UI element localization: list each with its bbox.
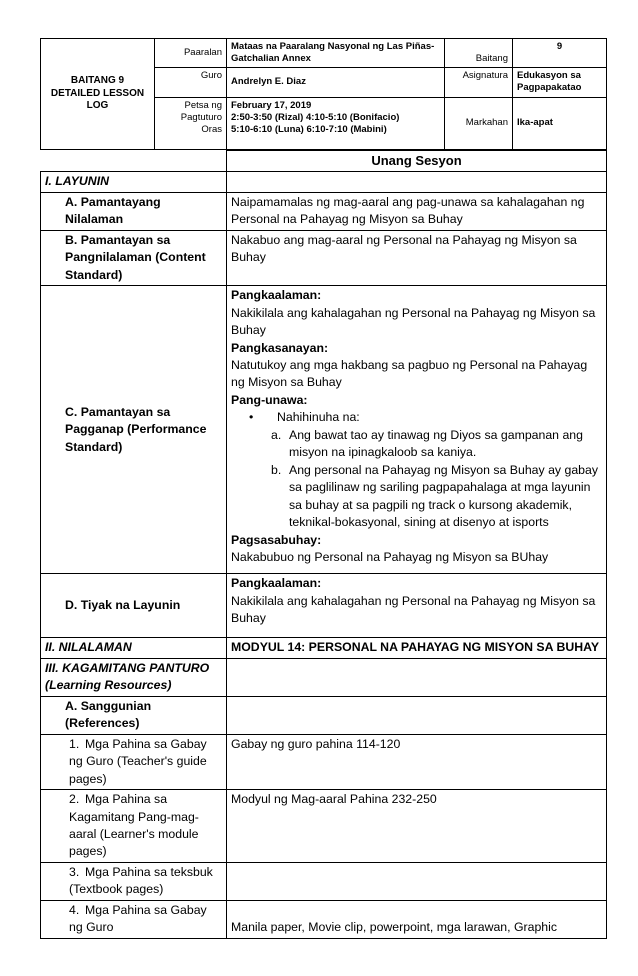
baitang-label: Baitang <box>445 39 513 68</box>
ref-item-3-num: 3. <box>69 864 80 879</box>
bullet-text: Nahihinuha na: <box>277 410 360 425</box>
ref-item-4-num: 4. <box>69 902 80 917</box>
pangkasanayan-label: Pangkasanayan: <box>231 340 329 355</box>
ref-item-1 <box>41 734 227 789</box>
log-title: BAITANG 9 DETAILED LESSON LOG <box>41 39 155 150</box>
pamantayan-pagganap-label: C. Pamantayan sa Pagganap (Performance Standard) <box>41 286 227 574</box>
nilalaman-heading: II. NILALAMAN <box>41 638 227 658</box>
pamantayang-nilalaman-label: A. Pamantayang Nilalaman <box>41 192 227 230</box>
petsa-time2: 5:10-6:10 (Luna) 6:10-7:10 (Mabini) <box>231 123 387 135</box>
pangkaalaman-label: Pangkaalaman: <box>231 288 322 303</box>
pagsasabuhay-text: Nakabubuo ng Personal na Pahayag ng Misyon sa BUhay <box>231 549 549 564</box>
sub-item-a-text: Ang bawat tao ay tinawag ng Diyos sa gampanan ang misyon na ipinagkaloob sa kaniya. <box>289 427 583 460</box>
ref-item-4-label: Mga Pahina sa Gabay ng Guro <box>69 902 207 935</box>
markahan-value: Ika-apat <box>513 97 607 149</box>
kagamitan-blank <box>227 658 607 696</box>
pamantayan-pangnilalaman-text: Nakabuo ang mag-aaral ng Personal na Pahayag ng Misyon sa Buhay <box>227 230 607 285</box>
tiyak-pangkaalaman-text: Nakikilala ang kahalagahan ng Personal na Pahayag ng Misyon sa Buhay <box>231 593 596 626</box>
petsa-date: February 17, 2019 <box>231 99 312 111</box>
markahan-label: Markahan <box>445 97 513 149</box>
pangkaalaman-text: Nakikilala ang kahalagahan ng Personal na Pahayag ng Misyon sa Buhay <box>231 305 596 338</box>
tiyak-na-layunin-content <box>227 574 607 638</box>
baitang-value: 9 <box>513 39 607 68</box>
ref-item-2 <box>41 790 227 863</box>
pamantayan-pagganap-content <box>227 286 607 574</box>
ref-item-4-text: Manila paper, Movie clip, powerpoint, mga larawan, Graphic <box>227 900 607 938</box>
header-table <box>40 38 607 150</box>
asignatura-value: Edukasyon sa Pagpapakatao <box>513 67 607 97</box>
sub-item-b-text: Ang personal na Pahayag ng Misyon sa Buhay ay gabay sa paglilinaw ng sariling pagpapahalaga at mga layunin sa buhay at sa pagpili ng track o kursong akademik, teknikal-bokasyonal, sining at disenyo at isports <box>289 462 598 530</box>
petsa-value <box>227 97 445 149</box>
sanggunian-blank <box>227 696 607 734</box>
pangunawa-label: Pang-unawa: <box>231 392 308 407</box>
nilalaman-text: MODYUL 14: PERSONAL NA PAHAYAG NG MISYON SA BUHAY <box>227 638 607 658</box>
ref-item-2-label: Mga Pahina sa Kagamitang Pang-mag-aaral (Learner's module pages) <box>69 792 199 859</box>
layunin-blank <box>227 172 607 192</box>
bullet-dot-icon: • <box>249 410 254 425</box>
ref-item-2-num: 2. <box>69 792 80 807</box>
layunin-heading: I. LAYUNIN <box>41 172 227 192</box>
guro-label: Guro <box>155 67 227 97</box>
petsa-time1: 2:50-3:50 (Rizal) 4:10-5:10 (Bonifacio) <box>231 111 400 123</box>
kagamitan-heading: III. KAGAMITANG PANTURO (Learning Resources) <box>41 658 227 696</box>
paaralan-text: Mataas na Paaralang Nasyonal ng Las Piñas-Gatchalian Annex <box>231 41 435 64</box>
ref-item-3-text <box>227 862 607 900</box>
ref-item-2-text: Modyul ng Mag-aaral Pahina 232-250 <box>227 790 607 863</box>
sub-item-a <box>231 427 602 462</box>
sub-item-b <box>231 462 602 532</box>
sanggunian-label: A. Sanggunian (References) <box>41 696 227 734</box>
pamantayan-pangnilalaman-label: B. Pamantayan sa Pangnilalaman (Content Standard) <box>41 230 227 285</box>
tiyak-pangkaalaman-label: Pangkaalaman: <box>231 576 322 591</box>
ref-item-1-text: Gabay ng guro pahina 114-120 <box>227 734 607 789</box>
sub-item-b-letter: b. <box>271 462 282 477</box>
asignatura-label: Asignatura <box>445 67 513 97</box>
ref-item-1-label: Mga Pahina sa Gabay ng Guro (Teacher's guide pages) <box>69 736 207 786</box>
guro-value: Andrelyn E. Diaz <box>227 67 445 97</box>
tiyak-na-layunin-label: D. Tiyak na Layunin <box>41 574 227 638</box>
paaralan-label: Paaralan <box>155 39 227 68</box>
ref-item-4 <box>41 900 227 938</box>
sub-item-a-letter: a. <box>271 427 282 442</box>
pagsasabuhay-label: Pagsasabuhay: <box>231 532 322 547</box>
session-title: Unang Sesyon <box>227 151 607 172</box>
lesson-table <box>40 150 607 939</box>
pangkasanayan-text: Natutukoy ang mga hakbang sa pagbuo ng Personal na Pahayag ng Misyon sa Buhay <box>231 357 588 390</box>
session-blank <box>41 151 227 172</box>
ref-item-1-num: 1. <box>69 736 80 751</box>
ref-item-3-label: Mga Pahina sa teksbuk (Textbook pages) <box>69 864 213 897</box>
ref-item-3 <box>41 862 227 900</box>
pamantayang-nilalaman-text: Naipamamalas ng mag-aaral ang pag-unawa sa kahalagahan ng Personal na Pahayag ng Misyon sa Buhay <box>227 192 607 230</box>
bullet-item <box>231 409 602 426</box>
paaralan-value <box>227 39 445 68</box>
petsa-label: Petsa ng Pagtuturo Oras <box>155 97 227 149</box>
